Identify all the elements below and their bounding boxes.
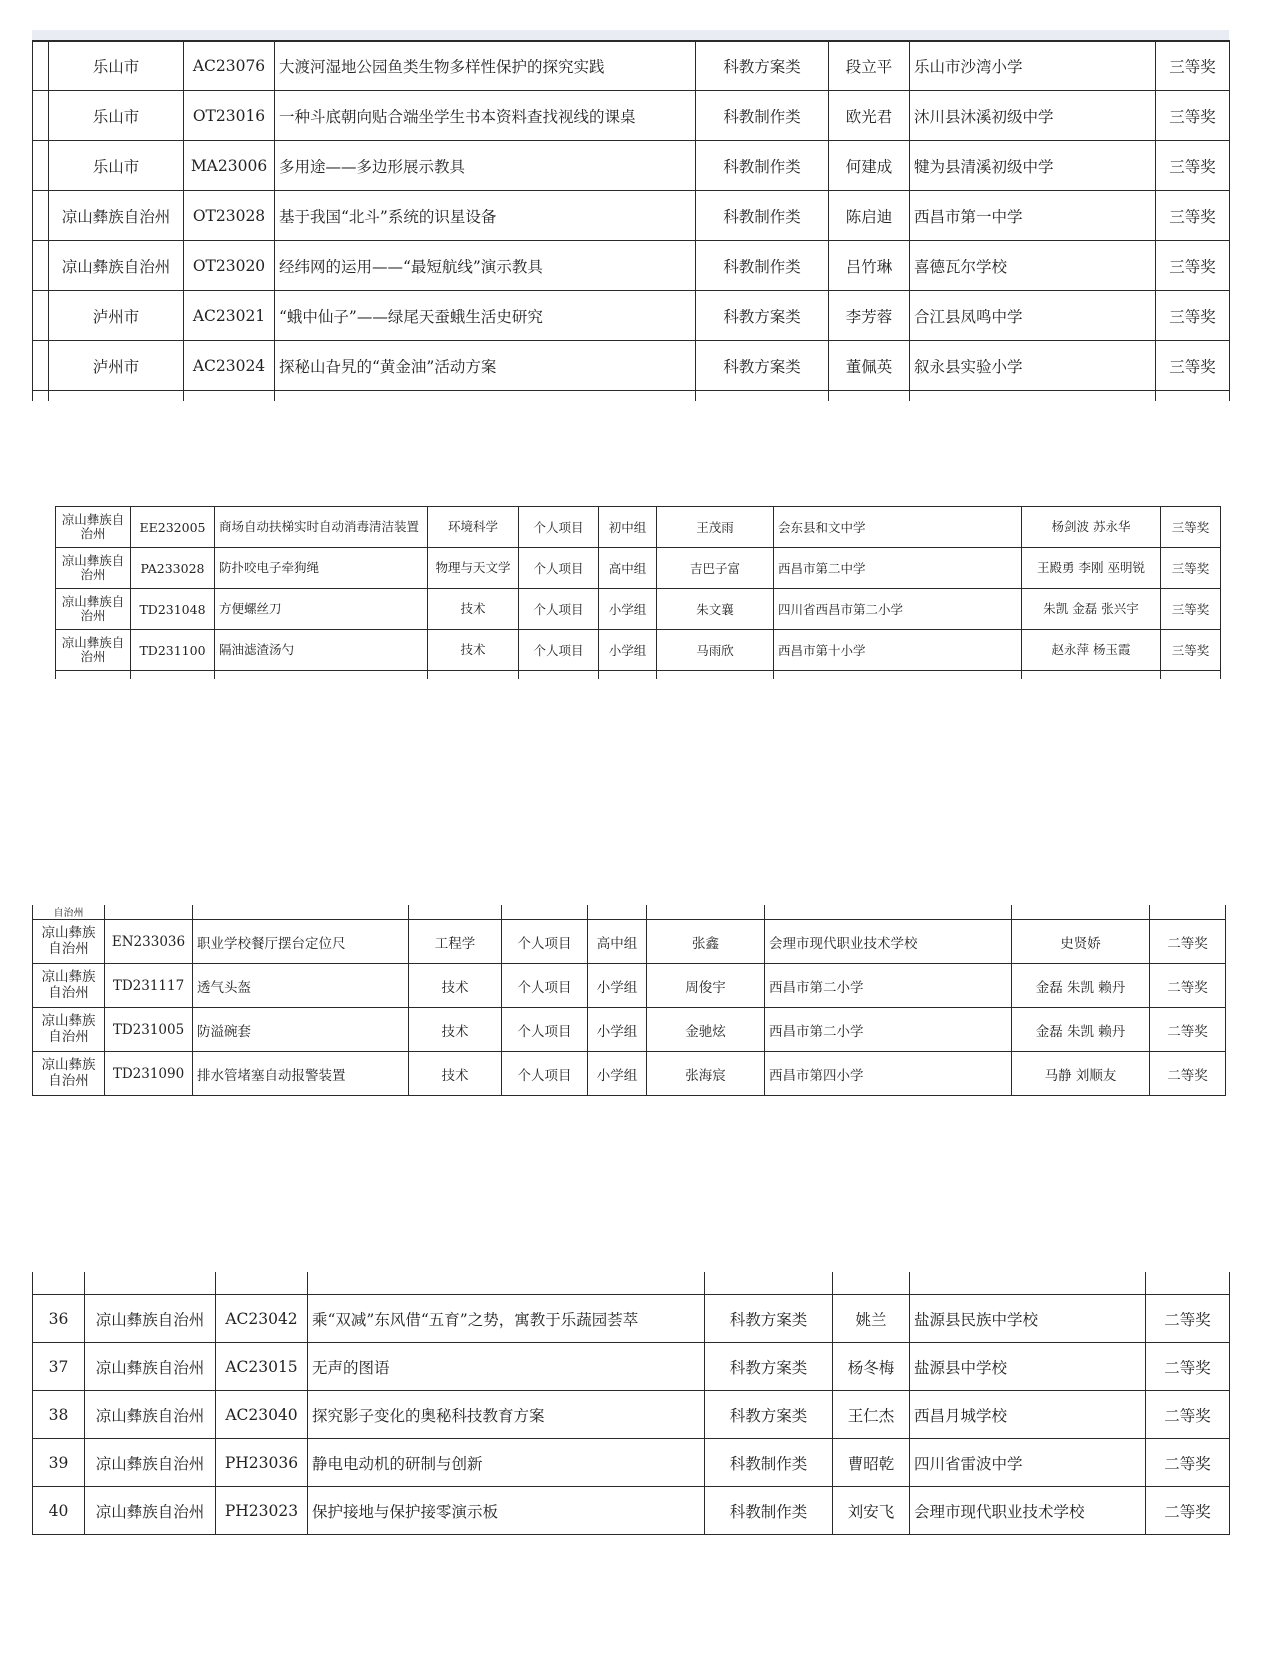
code-cell: OT23028 [184, 191, 275, 241]
type-cell: 个人项目 [519, 548, 599, 589]
award-cell: 三等奖 [1156, 141, 1230, 191]
empty-cell [85, 1272, 216, 1295]
type-cell: 个人项目 [502, 964, 588, 1008]
city-cell: 凉山彝族自治州 [85, 1487, 216, 1535]
group-cell: 小学组 [599, 630, 657, 671]
subject-cell: 工程学 [409, 920, 502, 964]
table-row [33, 41, 1230, 91]
code-cell: TD231005 [105, 1008, 193, 1052]
index-cell: 36 [33, 1295, 85, 1343]
table-row [33, 141, 1230, 191]
award-cell: 二等奖 [1146, 1487, 1230, 1535]
category-cell: 科教制作类 [705, 1439, 833, 1487]
school-cell: 会理市现代职业技术学校 [765, 920, 1012, 964]
school-cell: 西昌市第二小学 [765, 1008, 1012, 1052]
title-cell: 静电电动机的研制与创新 [308, 1439, 705, 1487]
code-cell: TD231090 [105, 1052, 193, 1096]
title-cell: 方便螺丝刀 [215, 589, 428, 630]
city-cell: 泸州市 [49, 291, 184, 341]
empty-cell [696, 391, 829, 402]
category-cell: 科教方案类 [696, 341, 829, 391]
empty-cell [705, 1272, 833, 1295]
award-table-excerpt-4 [32, 1272, 1229, 1535]
student-cell: 金驰炫 [647, 1008, 765, 1052]
author-cell: 曹昭乾 [833, 1439, 910, 1487]
award-cell: 二等奖 [1146, 1439, 1230, 1487]
category-cell: 科教制作类 [705, 1487, 833, 1535]
teachers-cell: 金磊 朱凯 赖丹 [1012, 1008, 1150, 1052]
city-cell: 凉山彝族自治州 [85, 1391, 216, 1439]
table-row-partial [33, 391, 1230, 402]
student-cell: 吉巴子富 [657, 548, 774, 589]
school-cell: 会理市现代职业技术学校 [910, 1487, 1146, 1535]
school-cell: 会东县和文中学 [774, 507, 1022, 548]
empty-cell [33, 1272, 85, 1295]
index-cell: 38 [33, 1391, 85, 1439]
table-row [33, 291, 1230, 341]
table-row [33, 91, 1230, 141]
empty-cell [1150, 905, 1226, 920]
student-cell: 周俊宇 [647, 964, 765, 1008]
school-cell: 叙永县实验小学 [910, 341, 1156, 391]
empty-cell [1012, 905, 1150, 920]
award-cell: 三等奖 [1156, 291, 1230, 341]
category-cell: 科教方案类 [696, 291, 829, 341]
empty-cell [774, 671, 1022, 680]
table-header-strip [32, 30, 1229, 42]
table-row [56, 589, 1221, 630]
code-cell: TD231117 [105, 964, 193, 1008]
author-cell: 王仁杰 [833, 1391, 910, 1439]
award-table-excerpt-2 [55, 506, 1220, 679]
table-row [33, 191, 1230, 241]
table-row [33, 964, 1226, 1008]
empty-cell [428, 671, 519, 680]
student-cell: 张海宸 [647, 1052, 765, 1096]
group-cell: 小学组 [599, 589, 657, 630]
city-cell: 凉山彝族自治州 [85, 1343, 216, 1391]
type-cell: 个人项目 [519, 589, 599, 630]
category-cell: 科教方案类 [705, 1343, 833, 1391]
school-cell: 沐川县沐溪初级中学 [910, 91, 1156, 141]
author-cell: 刘安飞 [833, 1487, 910, 1535]
city-cell: 凉山彝族自治州 [56, 507, 131, 548]
code-cell: PH23023 [216, 1487, 308, 1535]
city-cell: 泸州市 [49, 341, 184, 391]
subject-cell: 技术 [409, 1008, 502, 1052]
award-cell: 三等奖 [1156, 341, 1230, 391]
empty-cell [33, 391, 49, 402]
city-cell: 凉山彝族自治州 [49, 241, 184, 291]
subject-cell: 环境科学 [428, 507, 519, 548]
award-cell: 二等奖 [1146, 1295, 1230, 1343]
title-cell: 防溢碗套 [193, 1008, 409, 1052]
city-cell: 乐山市 [49, 41, 184, 91]
author-cell: 吕竹琳 [829, 241, 910, 291]
table-row [33, 1008, 1226, 1052]
empty-cell [588, 905, 647, 920]
subject-cell: 技术 [409, 964, 502, 1008]
author-cell: 姚兰 [833, 1295, 910, 1343]
author-cell: 陈启迪 [829, 191, 910, 241]
title-cell: 排水管堵塞自动报警装置 [193, 1052, 409, 1096]
table-row [33, 1439, 1230, 1487]
teachers-cell: 史贤娇 [1012, 920, 1150, 964]
school-cell: 犍为县清溪初级中学 [910, 141, 1156, 191]
title-cell: 防扑咬电子牵狗绳 [215, 548, 428, 589]
school-cell: 西昌市第一中学 [910, 191, 1156, 241]
code-cell: AC23015 [216, 1343, 308, 1391]
subject-cell: 物理与天文学 [428, 548, 519, 589]
city-cell: 凉山彝族自治州 [49, 191, 184, 241]
empty-cell [1161, 671, 1221, 680]
student-cell: 王茂雨 [657, 507, 774, 548]
row-margin-cell [33, 341, 49, 391]
student-cell: 张鑫 [647, 920, 765, 964]
table-row [33, 1295, 1230, 1343]
code-cell: AC23042 [216, 1295, 308, 1343]
award-cell: 二等奖 [1146, 1391, 1230, 1439]
school-cell: 西昌市第二中学 [774, 548, 1022, 589]
title-cell: 商场自动扶梯实时自动消毒清洁装置 [215, 507, 428, 548]
award-cell: 三等奖 [1161, 630, 1221, 671]
code-cell: EE232005 [131, 507, 215, 548]
school-cell: 盐源县民族中学校 [910, 1295, 1146, 1343]
award-cell: 三等奖 [1156, 241, 1230, 291]
city-cell: 凉山彝族自治州 [85, 1295, 216, 1343]
empty-cell [56, 671, 131, 680]
author-cell: 何建成 [829, 141, 910, 191]
category-cell: 科教制作类 [696, 91, 829, 141]
title-cell: “蛾中仙子”——绿尾天蚕蛾生活史研究 [275, 291, 696, 341]
award-cell: 三等奖 [1156, 41, 1230, 91]
award-cell: 三等奖 [1161, 589, 1221, 630]
code-cell: AC23076 [184, 41, 275, 91]
title-cell: 保护接地与保护接零演示板 [308, 1487, 705, 1535]
teachers-cell: 金磊 朱凯 赖丹 [1012, 964, 1150, 1008]
city-cell: 凉山彝族自治州 [85, 1439, 216, 1487]
school-cell: 西昌市第二小学 [765, 964, 1012, 1008]
school-cell: 西昌月城学校 [910, 1391, 1146, 1439]
table-row [33, 1343, 1230, 1391]
award-cell: 三等奖 [1161, 507, 1221, 548]
empty-cell [1156, 391, 1230, 402]
title-cell: 经纬网的运用——“最短航线”演示教具 [275, 241, 696, 291]
school-cell: 四川省西昌市第二小学 [774, 589, 1022, 630]
table-row-partial [33, 1272, 1230, 1295]
category-cell: 科教方案类 [696, 41, 829, 91]
award-cell: 二等奖 [1146, 1343, 1230, 1391]
row-margin-cell [33, 291, 49, 341]
subject-cell: 技术 [428, 589, 519, 630]
title-cell: 隔油滤渣汤勺 [215, 630, 428, 671]
school-cell: 西昌市第十小学 [774, 630, 1022, 671]
table-row [56, 630, 1221, 671]
code-cell: MA23006 [184, 141, 275, 191]
code-cell: AC23040 [216, 1391, 308, 1439]
teachers-cell: 朱凯 金磊 张兴宇 [1022, 589, 1161, 630]
award-cell: 二等奖 [1150, 964, 1226, 1008]
author-cell: 欧光君 [829, 91, 910, 141]
title-cell: 职业学校餐厅摆台定位尺 [193, 920, 409, 964]
title-cell: 乘“双减”东风借“五育”之势，寓教于乐蔬园荟萃 [308, 1295, 705, 1343]
author-cell: 董佩英 [829, 341, 910, 391]
student-cell: 马雨欣 [657, 630, 774, 671]
city-cell-partial: 自治州 [33, 905, 105, 920]
row-margin-cell [33, 91, 49, 141]
school-cell: 喜德瓦尔学校 [910, 241, 1156, 291]
type-cell: 个人项目 [519, 630, 599, 671]
empty-cell [1146, 1272, 1230, 1295]
subject-cell: 技术 [428, 630, 519, 671]
table-row [56, 507, 1221, 548]
category-cell: 科教方案类 [705, 1391, 833, 1439]
award-table-excerpt-1 [32, 32, 1229, 401]
empty-cell [502, 905, 588, 920]
author-cell: 李芳蓉 [829, 291, 910, 341]
table-row [33, 1052, 1226, 1096]
group-cell: 初中组 [599, 507, 657, 548]
group-cell: 高中组 [599, 548, 657, 589]
index-cell: 37 [33, 1343, 85, 1391]
empty-cell [193, 905, 409, 920]
city-cell: 凉山彝族自治州 [56, 548, 131, 589]
type-cell: 个人项目 [519, 507, 599, 548]
category-cell: 科教制作类 [696, 191, 829, 241]
index-cell: 40 [33, 1487, 85, 1535]
author-cell: 段立平 [829, 41, 910, 91]
school-cell: 西昌市第四小学 [765, 1052, 1012, 1096]
teachers-cell: 杨剑波 苏永华 [1022, 507, 1161, 548]
city-cell: 凉山彝族自治州 [56, 630, 131, 671]
category-cell: 科教方案类 [705, 1295, 833, 1343]
school-cell: 盐源县中学校 [910, 1343, 1146, 1391]
city-cell: 凉山彝族自治州 [56, 589, 131, 630]
empty-cell [829, 391, 910, 402]
teachers-cell: 王殿勇 李刚 巫明锐 [1022, 548, 1161, 589]
category-cell: 科教制作类 [696, 241, 829, 291]
code-cell: OT23020 [184, 241, 275, 291]
code-cell: TD231048 [131, 589, 215, 630]
row-margin-cell [33, 41, 49, 91]
table-row [33, 920, 1226, 964]
empty-cell [647, 905, 765, 920]
city-cell: 乐山市 [49, 91, 184, 141]
award-table-excerpt-3 [32, 905, 1225, 1096]
teachers-cell: 马静 刘顺友 [1012, 1052, 1150, 1096]
type-cell: 个人项目 [502, 1052, 588, 1096]
empty-cell [49, 391, 184, 402]
row-margin-cell [33, 191, 49, 241]
code-cell: AC23024 [184, 341, 275, 391]
row-margin-cell [33, 141, 49, 191]
table-row [56, 548, 1221, 589]
empty-cell [765, 905, 1012, 920]
title-cell: 探秘山旮旯的“黄金油”活动方案 [275, 341, 696, 391]
subject-cell: 技术 [409, 1052, 502, 1096]
school-cell: 合江县凤鸣中学 [910, 291, 1156, 341]
type-cell: 个人项目 [502, 920, 588, 964]
title-cell: 多用途——多边形展示教具 [275, 141, 696, 191]
type-cell: 个人项目 [502, 1008, 588, 1052]
city-cell: 凉山彝族自治州 [33, 920, 105, 964]
award-cell: 三等奖 [1156, 191, 1230, 241]
empty-cell [184, 391, 275, 402]
empty-cell [275, 391, 696, 402]
empty-cell [599, 671, 657, 680]
empty-cell [519, 671, 599, 680]
city-cell: 乐山市 [49, 141, 184, 191]
empty-cell [215, 671, 428, 680]
empty-cell [657, 671, 774, 680]
title-cell: 大渡河湿地公园鱼类生物多样性保护的探究实践 [275, 41, 696, 91]
table-row [33, 341, 1230, 391]
row-margin-cell [33, 241, 49, 291]
category-cell: 科教制作类 [696, 141, 829, 191]
table-row-partial [56, 671, 1221, 680]
table-row [33, 241, 1230, 291]
group-cell: 小学组 [588, 1052, 647, 1096]
empty-cell [833, 1272, 910, 1295]
index-cell: 39 [33, 1439, 85, 1487]
award-cell: 二等奖 [1150, 920, 1226, 964]
title-cell: 探究影子变化的奥秘科技教育方案 [308, 1391, 705, 1439]
empty-cell [308, 1272, 705, 1295]
title-cell: 基于我国“北斗”系统的识星设备 [275, 191, 696, 241]
code-cell: PH23036 [216, 1439, 308, 1487]
empty-cell [409, 905, 502, 920]
table-row-partial [33, 905, 1226, 920]
school-cell: 四川省雷波中学 [910, 1439, 1146, 1487]
empty-cell [910, 1272, 1146, 1295]
group-cell: 小学组 [588, 1008, 647, 1052]
award-cell: 三等奖 [1161, 548, 1221, 589]
empty-cell [131, 671, 215, 680]
title-cell: 无声的图语 [308, 1343, 705, 1391]
empty-cell [216, 1272, 308, 1295]
empty-cell [910, 391, 1156, 402]
award-cell: 二等奖 [1150, 1008, 1226, 1052]
award-cell: 二等奖 [1150, 1052, 1226, 1096]
title-cell: 一种斗底朝向贴合端坐学生书本资料查找视线的课桌 [275, 91, 696, 141]
code-cell: TD231100 [131, 630, 215, 671]
code-cell: OT23016 [184, 91, 275, 141]
city-cell: 凉山彝族自治州 [33, 964, 105, 1008]
city-cell: 凉山彝族自治州 [33, 1008, 105, 1052]
award-cell: 三等奖 [1156, 91, 1230, 141]
title-cell: 透气头盔 [193, 964, 409, 1008]
student-cell: 朱文襄 [657, 589, 774, 630]
group-cell: 高中组 [588, 920, 647, 964]
empty-cell [105, 905, 193, 920]
table-row [33, 1487, 1230, 1535]
school-cell: 乐山市沙湾小学 [910, 41, 1156, 91]
teachers-cell: 赵永萍 杨玉霞 [1022, 630, 1161, 671]
author-cell: 杨冬梅 [833, 1343, 910, 1391]
group-cell: 小学组 [588, 964, 647, 1008]
empty-cell [1022, 671, 1161, 680]
code-cell: EN233036 [105, 920, 193, 964]
city-cell: 凉山彝族自治州 [33, 1052, 105, 1096]
table-row [33, 1391, 1230, 1439]
code-cell: PA233028 [131, 548, 215, 589]
code-cell: AC23021 [184, 291, 275, 341]
